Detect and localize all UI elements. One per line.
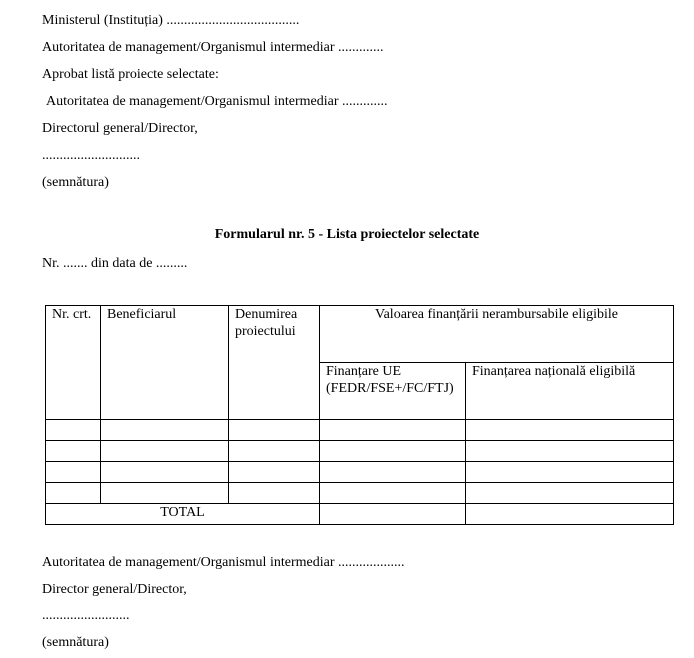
table-cell [229, 462, 320, 483]
footer-director-line: Director general/Director, [42, 582, 187, 597]
table-row [46, 420, 674, 441]
table-cell [466, 483, 674, 504]
table-cell [466, 441, 674, 462]
ministry-line: Ministerul (Instituția) ...................................... [42, 13, 300, 28]
table-row [46, 483, 674, 504]
table-cell [466, 462, 674, 483]
form-number-line: Nr. ....... din data de ......... [42, 256, 188, 271]
table-total-row [46, 504, 674, 525]
table-cell [320, 441, 466, 462]
table-cell [46, 441, 101, 462]
header-national-financing: Finanțarea națională eligibilă [466, 363, 674, 420]
header-nr-crt: Nr. crt. [46, 306, 101, 420]
header-financing-value: Valoarea finanțării nerambursabile eligibile [320, 306, 674, 363]
table-cell [229, 483, 320, 504]
table-row [46, 441, 674, 462]
selected-projects-table [45, 305, 674, 525]
table-header-row [46, 306, 674, 363]
signature-label: (semnătura) [42, 175, 109, 190]
authority-approval-line: Autoritatea de management/Organismul intermediar ............. [46, 94, 388, 109]
footer-signature-dots: ......................... [42, 608, 130, 623]
approved-list-line: Aprobat listă proiecte selectate: [42, 67, 219, 82]
table-cell [320, 483, 466, 504]
table-cell [320, 420, 466, 441]
table-cell [229, 441, 320, 462]
footer-authority-line: Autoritatea de management/Organismul intermediar ................... [42, 555, 405, 570]
table-row [46, 462, 674, 483]
total-label: TOTAL [46, 504, 320, 525]
table-cell [466, 420, 674, 441]
total-eu-cell [320, 504, 466, 525]
table-cell [101, 420, 229, 441]
table-cell [101, 483, 229, 504]
form-title: Formularul nr. 5 - Lista proiectelor selectate [214, 227, 480, 242]
director-line: Directorul general/Director, [42, 121, 198, 136]
table-cell [46, 420, 101, 441]
table-cell [101, 441, 229, 462]
table-cell [229, 420, 320, 441]
table-cell [46, 462, 101, 483]
header-eu-financing: Finanțare UE (FEDR/FSE+/FC/FTJ) [320, 363, 466, 420]
total-national-cell [466, 504, 674, 525]
table-cell [320, 462, 466, 483]
table-cell [46, 483, 101, 504]
footer-signature-label: (semnătura) [42, 635, 109, 650]
header-project-name: Denumirea proiectului [229, 306, 320, 420]
table-cell [101, 462, 229, 483]
header-beneficiary: Beneficiarul [101, 306, 229, 420]
director-signature-dots: ............................ [42, 148, 140, 163]
authority-line: Autoritatea de management/Organismul intermediar ............. [42, 40, 384, 55]
